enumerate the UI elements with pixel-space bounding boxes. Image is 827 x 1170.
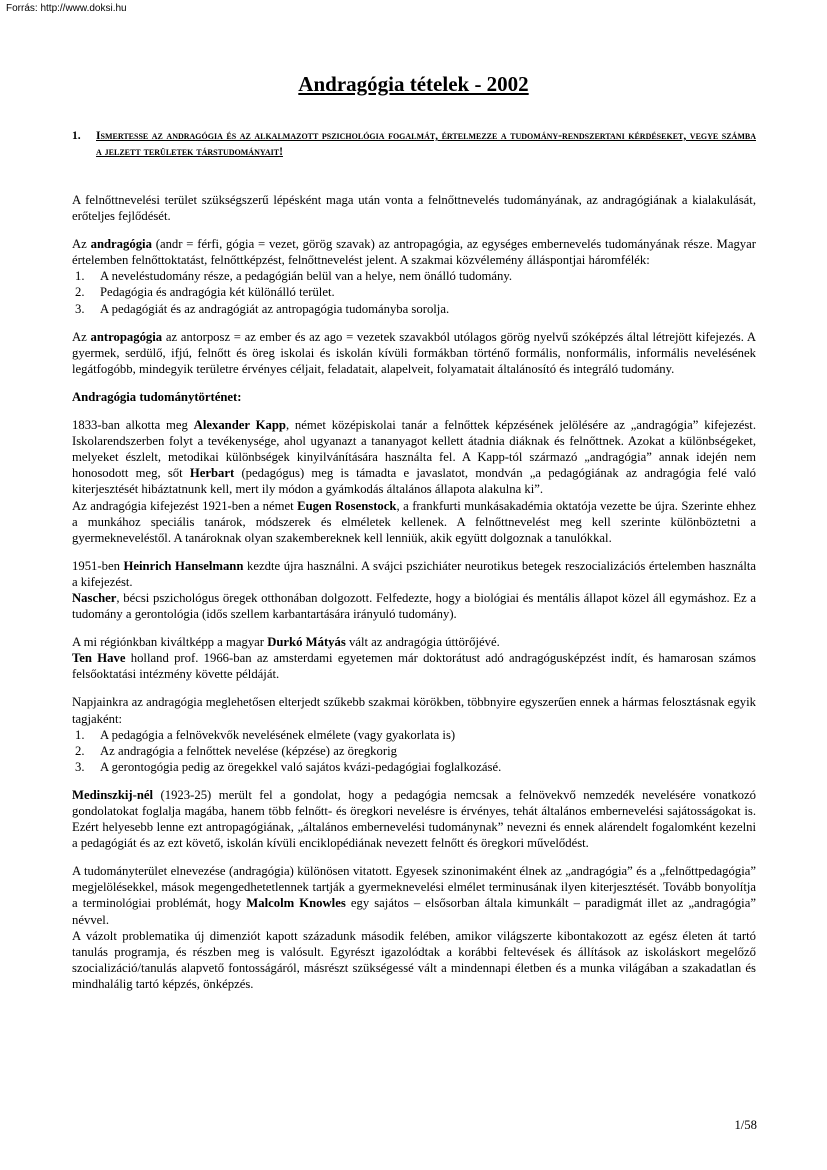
text-run: az antorposz = az ember és az ago = vezetek szavakból utólagos görög nyelvű szóképzés által létrejött kifejezés. A gyermek, serdülő, ifjú, felnőtt és öreg iskolai és iskolán kívüli formákban történő formális, nonformális, informális nevelésének legátfogóbb, mindegyik területre érvényes céljait, feladatait, alapelveit, folyamatait általánosító és integráló tudomány. bbox=[72, 329, 756, 376]
paragraph-durko bbox=[72, 634, 756, 650]
paragraph-elnevezes bbox=[72, 863, 756, 927]
name-malcolm-knowles: Malcolm Knowles bbox=[246, 896, 346, 911]
list-division bbox=[72, 727, 756, 775]
paragraph-kapp bbox=[72, 417, 756, 497]
list-viewpoints bbox=[72, 268, 756, 316]
list-item bbox=[72, 301, 756, 317]
list-text: A pedagógia a felnövekvők nevelésének elmélete (vagy gyakorlata is) bbox=[100, 727, 456, 742]
list-text: A neveléstudomány része, a pedagógián belül van a helye, nem önálló tudomány. bbox=[100, 269, 513, 284]
document-body bbox=[72, 192, 756, 992]
name-ten-have: Ten Have bbox=[72, 651, 126, 666]
name-durko-matyas: Durkó Mátyás bbox=[267, 635, 346, 650]
section-heading: Andragógia tudománytörténet: bbox=[72, 389, 242, 404]
name-nascher: Nascher bbox=[72, 590, 117, 605]
paragraph-problematika: A vázolt problematika új dimenziót kapott századunk második felében, amikor világszerte kibontakozott az egész életen át tartó tanulás programja, és részben meg is valósult. Egyrészt igazolódtak a korábbi feltevések és állítások az iskoláskort megelőző szocializáció/tanulás alapvető fontosságáról, másrészt szükségessé vált a mindennapi életben és a munka világában a szakadatlan és mindhalálig tartó képzés, önképzés. bbox=[72, 928, 756, 991]
page-number: 1/58 bbox=[734, 1118, 757, 1132]
question-text: Ismertesse az andragógia és az alkalmazott pszichológia fogalmát, értelmezze a tudomány-rendszertani kérdéseket, vegye számba a jelzett területek társtudományait! bbox=[96, 129, 756, 158]
text-run: (andr = férfi, gógia = vezet, görög szavak) az antropagógia, az egységes embernevelés tudományának része. Magyar értelemben felnőttoktatást, felnőttképzést, felnőttnevelést jelent. A szakmai közvélemény álláspontjai háromfélék: bbox=[72, 237, 756, 268]
text-run: Az bbox=[72, 237, 91, 252]
list-text: A gerontogógia pedig az öregekkel való sajátos kvázi-pedagógiai foglalkozásé. bbox=[100, 759, 502, 774]
list-text: Pedagógia és andragógia két különálló terület. bbox=[100, 285, 335, 300]
list-item bbox=[72, 268, 756, 284]
list-number: 3. bbox=[75, 301, 85, 316]
list-item bbox=[72, 284, 756, 300]
name-herbart: Herbart bbox=[189, 466, 235, 481]
paragraph-ten-have bbox=[72, 650, 756, 682]
list-number: 1. bbox=[75, 269, 85, 284]
paragraph-andragogia bbox=[72, 236, 756, 268]
paragraph-hanselmann bbox=[72, 558, 756, 590]
text-run: kezdte újra használni. A svájci pszichiáter neurotikus betegek reszocializációs értelemben használta a kifejezést. bbox=[72, 558, 756, 589]
paragraph-rosenstock bbox=[72, 498, 756, 546]
exam-question bbox=[72, 128, 756, 160]
list-item bbox=[72, 727, 756, 743]
term-antropagogia: antropagógia bbox=[90, 329, 163, 344]
text-run: Az bbox=[72, 329, 91, 344]
name-medinszkij: Medinszkij-nél bbox=[72, 787, 154, 802]
text-run: Az andragógia kifejezést 1921-ben a német bbox=[72, 498, 298, 513]
list-text: A pedagógiát és az andragógiát az antropagógia tudományba sorolja. bbox=[100, 301, 450, 316]
text-run: vált az andragógia úttörőjévé. bbox=[345, 635, 500, 650]
list-item bbox=[72, 759, 756, 775]
list-number: 3. bbox=[75, 759, 85, 774]
name-alexander-kapp: Alexander Kapp bbox=[193, 418, 286, 433]
text-run: , bécsi pszichológus öregek otthonában dolgozott. Felfedezte, hogy a biológiai és mentális állapot közel áll egymáshoz. Ez a tudomány a gerontológia (idős szellem karbantartására irányuló tudomány). bbox=[72, 590, 756, 622]
list-text: Az andragógia a felnőttek nevelése (képzése) az öregkorig bbox=[100, 743, 397, 758]
list-number: 2. bbox=[75, 285, 85, 300]
text-run: (pedagógus) meg is támadta e javaslatot, mondván „a pedagógiának az andragógia felé való kiterjesztését hibáztatnunk kell, mert ily módon a gyámkodás általános állapota alakulna ki”. bbox=[72, 466, 756, 497]
text-run: 1951-ben bbox=[72, 558, 124, 573]
text-run: A mi régiónkban kiváltképp a magyar bbox=[72, 635, 268, 650]
text-run: (1923-25) merült fel a gondolat, hogy a pedagógia nemcsak a felnövekvő nemzedék nevelésére vonatkozó gondolatokat foglalja magába, hanem több felnőtt- és öregkori nevelésre is érvényes, tehát általános embernevelési sajátosságokat is. Ezért helyesebb lenne ezt antropagógiának, „általános embernevelési tudománynak” nevezni és ennek alárendelt fogalomként kezelni a pedagógiát és az ezt követő, iskolán kívüli enciklopédiának nevezett felnőtt és öregkori művelődést. bbox=[72, 787, 756, 851]
list-item bbox=[72, 743, 756, 759]
source-line: Forrás: http://www.doksi.hu bbox=[6, 3, 127, 14]
paragraph-medinszkij bbox=[72, 787, 756, 851]
document-title: Andragógia tételek - 2002 bbox=[298, 72, 529, 96]
paragraph-napjainkra: Napjainkra az andragógia meglehetősen elterjedt szűkebb szakmai körökben, többnyire egyszerűen ennek a hármas felosztásnak egyik tagjaként: bbox=[72, 695, 756, 726]
text-run: , német középiskolai tanár a felnőttek képzésének jelölésére az „andragógia” kifejezést. Iskolarendszerben folyt a tevékenysége, ahol ugyanazt a tananyagot kellett átadnia diáknak és felnőttnek. Azokat a különbségeket, melyeket észlelt, metodikai különbségek kinyilvánítására használta fel. A Kapp-tól származó „andragógia” annak idején nem honosodott meg, sőt bbox=[72, 418, 756, 481]
text-run: 1833-ban alkotta meg bbox=[72, 418, 194, 433]
list-number: 2. bbox=[75, 743, 85, 758]
question-number: 1. bbox=[72, 129, 81, 142]
name-eugen-rosenstock: Eugen Rosenstock bbox=[297, 498, 397, 513]
paragraph-intro: A felnőttnevelési terület szükségszerű lépésként maga után vonta a felnőttnevelés tudományának, az andragógiának a kialakulását, erőteljes fejlődését. bbox=[72, 193, 756, 224]
text-run: , a frankfurti munkásakadémia oktatója vezette be újra. Szerinte ehhez a munkához speciális tanárok, módszerek és elméletek kellenek. A felnőttnevelést meg kell szerinte különböztetni a gyermekneveléstől. A tanároknak olyan szakembereknek kell lenniük, akik együtt dolgoznak a tanulókkal. bbox=[72, 498, 756, 545]
paragraph-antropagogia bbox=[72, 329, 756, 377]
paragraph-nascher bbox=[72, 590, 756, 622]
list-number: 1. bbox=[75, 727, 85, 742]
text-run: holland prof. 1966-ban az amsterdami egyetemen már doktorátust adó andragógusképzést indít, és hamarosan számos felsőoktatási intézmény követte példáját. bbox=[72, 651, 756, 682]
text-run: egy sajátos – elsősorban általa kimunkált – paradigmát illet az „andragógia” névvel. bbox=[72, 896, 756, 927]
term-andragogia: andragógia bbox=[90, 237, 152, 252]
text-run: A tudományterület elnevezése (andragógia) különösen vitatott. Egyesek szinonimaként élnek az „andragógia” és a „felnőttpedagógia” megjelölésekkel, mások megengedhetetlennek tartják a gyermeknevelési elmélet terminusának ilyen kiterjesztését. Tovább bonyolítja a terminológiai problémát, hogy bbox=[72, 864, 756, 911]
name-heinrich-hanselmann: Heinrich Hanselmann bbox=[123, 558, 244, 573]
